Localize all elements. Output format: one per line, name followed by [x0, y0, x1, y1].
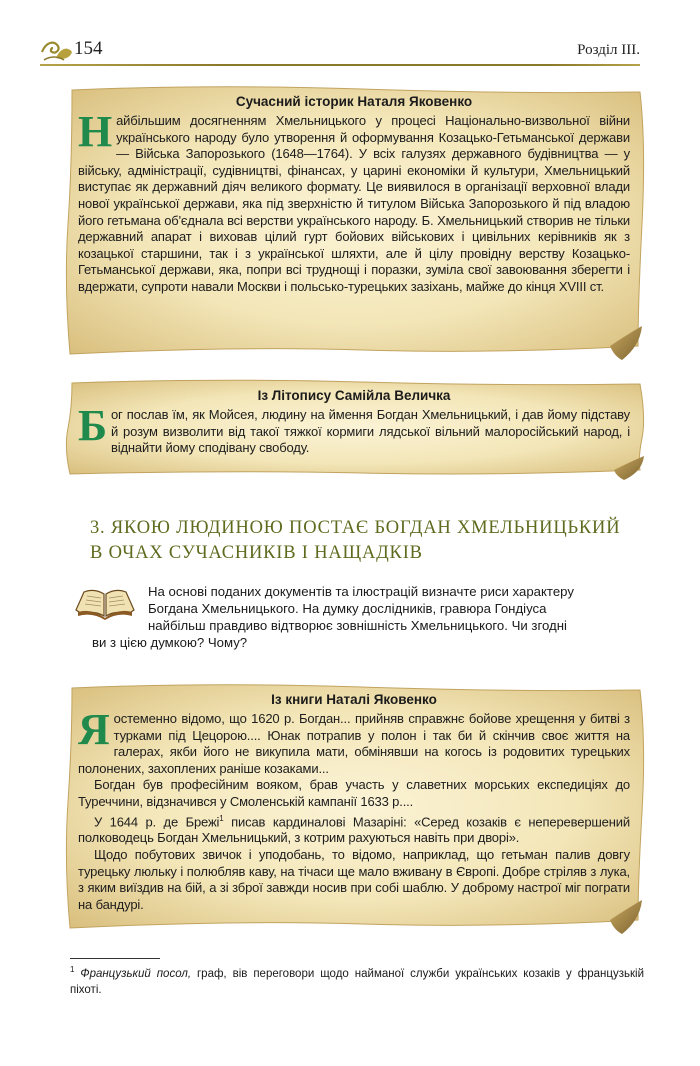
drop-cap: Н	[78, 107, 113, 156]
leaf-ornament-icon	[40, 38, 74, 64]
box-text	[78, 401, 630, 457]
chapter-label: Розділ III.	[577, 42, 640, 58]
open-book-icon	[74, 586, 136, 620]
task-text	[92, 583, 644, 650]
footnote-marker: 1	[219, 813, 224, 823]
box-paragraph: У 1644 р. де Брежі$^1$ писав кардиналові Мазаріні: «Серед козаків є неперевершений полководець Богдан Хмельницький, з котрим рахуються навіть при дворі».	[78, 813, 631, 846]
drop-cap: Я	[78, 705, 110, 754]
footnote-italic: Французький посол,	[80, 967, 192, 980]
box-paragraph: Яостеменно відомо, що 1620 р. Богдан... прийняв справжнє бойове хрещення у битві з турками під Цецорою.... Юнак потрапив у полон і так би й скінчив своє життя на галерах, якби його не викупила мати, обмінявши на когось із родовитих турецьких полонених, захоплених раніше козаками...	[78, 705, 630, 776]
box-text	[78, 705, 631, 913]
section-heading-line: В ОЧАХ СУЧАСНИКІВ І НАЩАДКІВ	[90, 543, 423, 563]
drop-cap: Б	[78, 401, 107, 450]
task-line: На основі поданих документів та ілюстрацій визначте риси характеру	[148, 584, 574, 599]
footnote-rule	[70, 958, 160, 959]
section-heading-line: 3. ЯКОЮ ЛЮДИНОЮ ПОСТАЄ БОГДАН ХМЕЛЬНИЦЬКИЙ	[90, 518, 621, 538]
box-text	[78, 107, 630, 296]
box-paragraph: Щодо побутових звичок і уподобань, то відомо, наприклад, що гетьман палив довгу турецьку люльку і полюбляв каву, на тічаси ще мало вживану в Європі. Добре стріляв з лука, з яким виїздив на бій, а зі зброї завжди носив при собі шаблю. У доброму настрої міг пограти на бандурі.	[78, 847, 630, 912]
box-paragraph: ог послав їм, як Мойсея, людину на ймення Богдан Хмельницький, і дав йому підставу й розум визволити від такої тяжкої кормиги лядської вільний малоросійський народ, і віднайти йому сподівану свободу.	[110, 407, 630, 456]
task-line: Богдана Хмельницького. На думку дослідників, гравюра Гондіуса	[148, 601, 547, 616]
header-rule	[40, 64, 640, 66]
quote-box-velychko-chronicle	[62, 378, 646, 480]
footnote-number: 1	[70, 965, 75, 974]
box-title: Із Літопису Самійла Величка	[257, 388, 451, 403]
task-line: найбільш правдиво відтворює зовнішність Хмельницького. Чи згодні	[148, 618, 567, 633]
quote-box-yakovenko-historian	[62, 84, 646, 372]
box-paragraph: айбільшим досягненням Хмельницького у процесі Національно-визвольної війни українського народу було утворення й оформування Козацько-Гетьманської держави — Війська Запорозького (1648—1764). У всіх галузях державного будівництва — у війську, адміністрації, судівництві, фінансах, у царині економіки й культури, Хмельницький виступає як державний діяч великого формату. Це виявилося в організації верховної влади нової української держави, яка під зверхністю й титулом Війська Запорозького й під владою його гетьмана об'єднала всі верстви українського народу. Б. Хмельницький створив не тільки державний апарат і виховав цілий гурт бойових військових і цивільних керівників як з козацької старшини, так і з української шляхти, але й цілу провідну верству Козацько-Гетьманської держави, яка, попри всі труднощі і поразки, зуміла свої завоювання зберегти і вдержати, супроти навали Москви і польсько-турецьких зазіхань, майже до кінця XVIII ст.	[78, 113, 630, 294]
section-heading	[90, 516, 650, 566]
box-paragraph: Богдан був професійним вояком, брав участь у славетних морських експедиціях до Туреччини, відзначився у Смоленській кампанії 1633 р....	[78, 777, 630, 809]
page-header	[40, 34, 646, 68]
task-line: ви з цією думкою? Чому?	[92, 635, 248, 650]
footnote	[70, 962, 644, 998]
quote-box-yakovenko-book	[62, 682, 646, 944]
box-title: Із книги Наталі Яковенко	[271, 692, 437, 707]
page-number: 154	[74, 38, 103, 59]
footnote-text: граф, вів переговори щодо найманої служби українських козаків у французькій піхоті.	[70, 967, 644, 996]
box-title: Сучасний історик Наталя Яковенко	[235, 94, 473, 109]
